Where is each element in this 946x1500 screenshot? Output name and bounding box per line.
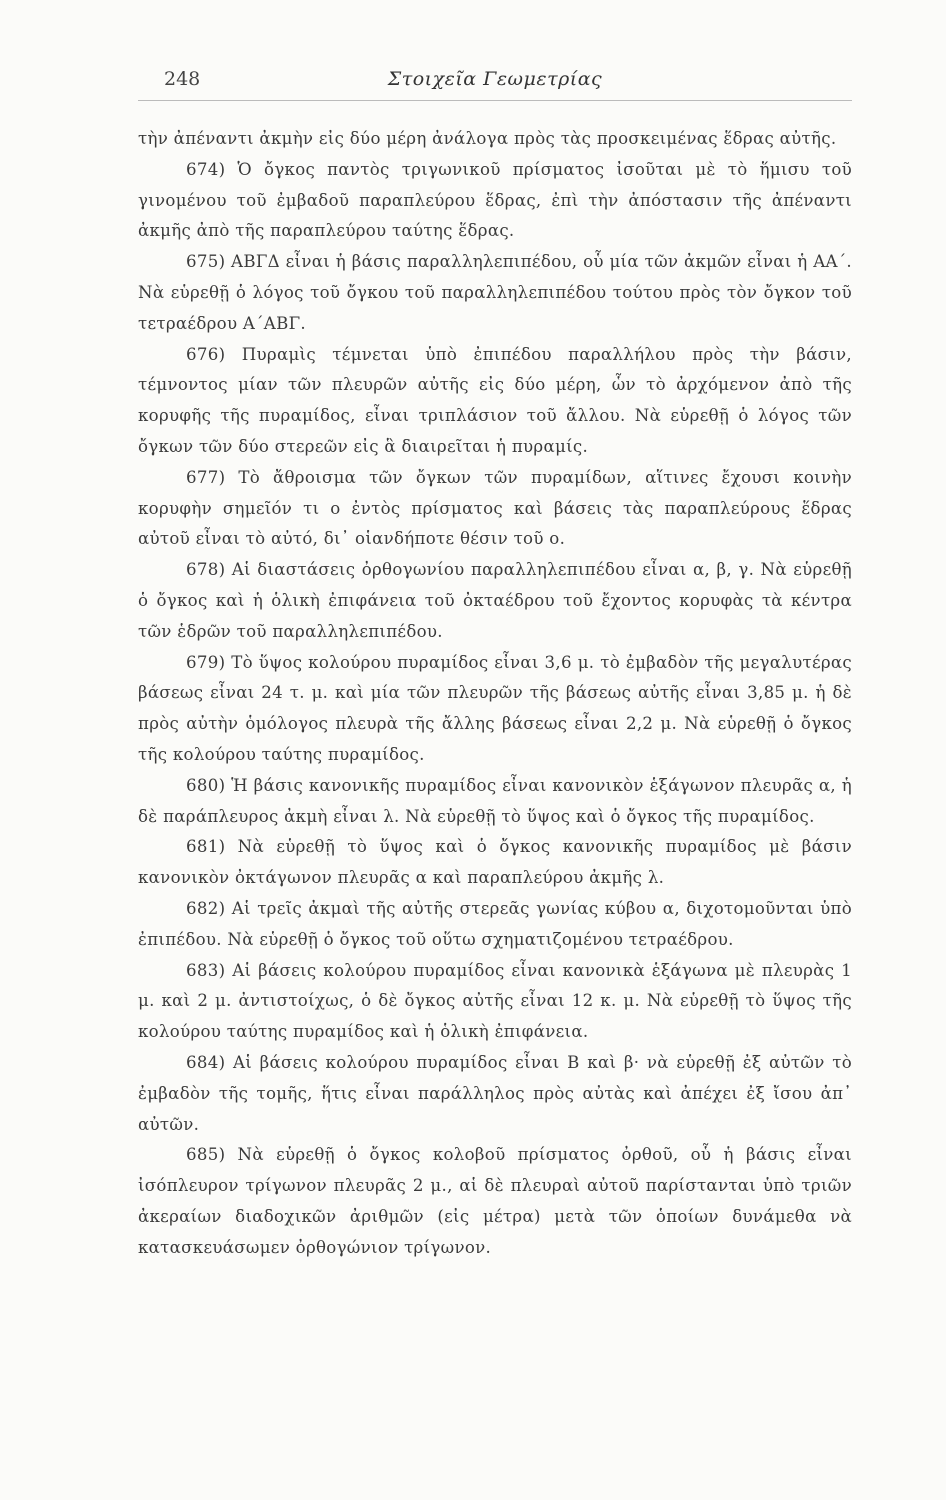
- exercise-684: 684) Αἱ βάσεις κολούρου πυραμίδος εἶναι Β καὶ β· νὰ εὑρεθῇ ἐξ αὐτῶν τὸ ἐμβαδὸν τῆς τομῆς, ἥτις εἶναι παράλληλος πρὸς αὐτὰς καὶ ἀπέχει ἐξ ἴσου ἀπ᾽ αὐτῶν.: [138, 1052, 852, 1134]
- exercise-680: 680) Ἡ βάσις κανονικῆς πυραμίδος εἶναι κανονικὸν ἑξάγωνον πλευρᾶς α, ἡ δὲ παράπλευρος ἀκμὴ εἶναι λ. Νὰ εὑρεθῇ τὸ ὕψος καὶ ὁ ὄγκος τῆς πυραμίδος.: [138, 775, 852, 826]
- page-number: 248: [164, 68, 201, 90]
- exercise-679: 679) Τὸ ὕψος κολούρου πυραμίδος εἶναι 3,6 μ. τὸ ἐμβαδὸν τῆς μεγαλυτέρας βάσεως εἶναι 24 τ. μ. καὶ μία τῶν πλευρῶν τῆς βάσεως αὐτῆς εἶναι 3,85 μ. ἡ δὲ πρὸς αὐτὴν ὁμόλογος πλευρὰ τῆς ἄλλης βάσεως εἶναι 2,2 μ. Νὰ εὑρεθῇ ὁ ὄγκος τῆς κολούρου ταύτης πυραμίδος.: [138, 652, 852, 764]
- exercise-682: 682) Αἱ τρεῖς ἀκμαὶ τῆς αὐτῆς στερεᾶς γωνίας κύβου α, διχοτομοῦνται ὑπὸ ἐπιπέδου. Νὰ εὑρεθῇ ὁ ὄγκος τοῦ οὕτω σχηματιζομένου τετραέδρου.: [138, 898, 852, 949]
- exercise-675: 675) ΑΒΓΔ εἶναι ἡ βάσις παραλληλεπιπέδου, οὗ μία τῶν ἀκμῶν εἶναι ἡ ΑΑ΄. Νὰ εὑρεθῇ ὁ λόγος τοῦ ὄγκου τοῦ παραλληλεπιπέδου τούτου πρὸς τὸν ὄγκον τοῦ τετραέδρου Α΄ΑΒΓ.: [138, 252, 852, 333]
- header-rule: [138, 100, 852, 101]
- exercise-685: 685) Νὰ εὑρεθῇ ὁ ὄγκος κολοβοῦ πρίσματος ὀρθοῦ, οὗ ἡ βάσις εἶναι ἰσόπλευρον τρίγωνον πλευρᾶς 2 μ., αἱ δὲ πλευραὶ αὐτοῦ παρίστανται ὑπὸ τριῶν ἀκεραίων διαδοχικῶν ἀριθμῶν (εἰς μέτρα) μετὰ τῶν ὁποίων δυνάμεθα νὰ κατασκευάσωμεν ὀρθογώνιον τρίγωνον.: [138, 1145, 852, 1257]
- exercise-678: 678) Αἱ διαστάσεις ὀρθογωνίου παραλληλεπιπέδου εἶναι α, β, γ. Νὰ εὑρεθῇ ὁ ὄγκος καὶ ἡ ὁλικὴ ἐπιφάνεια τοῦ ὀκταέδρου τοῦ ἔχοντος κορυφὰς τὰ κέντρα τῶν ἑδρῶν τοῦ παραλληλεπιπέδου.: [138, 560, 852, 641]
- paragraph-continuation: τὴν ἀπέναντι ἀκμὴν εἰς δύο μέρη ἀνάλογα πρὸς τὰς προσκειμένας ἕδρας αὐτῆς.: [138, 129, 837, 148]
- exercise-681: 681) Νὰ εὑρεθῇ τὸ ὕψος καὶ ὁ ὄγκος κανονικῆς πυραμίδος μὲ βάσιν κανονικὸν ὀκτάγωνον πλευρᾶς α καὶ παραπλεύρου ἀκμῆς λ.: [138, 837, 852, 888]
- page-header: [138, 58, 852, 98]
- exercise-677: 677) Τὸ ἄθροισμα τῶν ὄγκων τῶν πυραμίδων, αἵτινες ἔχουσι κοινὴν κορυφὴν σημεῖόν τι ο ἐντὸς πρίσματος καὶ βάσεις τὰς παραπλεύρους ἕδρας αὐτοῦ εἶναι τὸ αὐτό, δι᾽ οἱανδήποτε θέσιν τοῦ ο.: [138, 467, 852, 549]
- exercise-683: 683) Αἱ βάσεις κολούρου πυραμίδος εἶναι κανονικὰ ἑξάγωνα μὲ πλευρὰς 1 μ. καὶ 2 μ. ἀντιστοίχως, ὁ δὲ ὄγκος αὐτῆς εἶναι 12 κ. μ. Νὰ εὑρεθῇ τὸ ὕψος τῆς κολούρου ταύτης πυραμίδος καὶ ἡ ὁλικὴ ἐπιφάνεια.: [138, 960, 852, 1042]
- running-title: Στοιχεῖα Γεωμετρίας: [387, 68, 603, 90]
- exercise-676: 676) Πυραμὶς τέμνεται ὑπὸ ἐπιπέδου παραλλήλου πρὸς τὴν βάσιν, τέμνοντος μίαν τῶν πλευρῶν αὐτῆς εἰς δύο μέρη, ὧν τὸ ἀρχόμενον ἀπὸ τῆς κορυφῆς τῆς πυραμίδος, εἶναι τριπλάσιον τοῦ ἄλλου. Νὰ εὑρεθῇ ὁ λόγος τῶν ὄγκων τῶν δύο στερεῶν εἰς ἃ διαιρεῖται ἡ πυραμίς.: [138, 344, 852, 456]
- page-body: [138, 124, 852, 1263]
- exercise-674: 674) Ὁ ὄγκος παντὸς τριγωνικοῦ πρίσματος ἰσοῦται μὲ τὸ ἥμισυ τοῦ γινομένου τοῦ ἐμβαδοῦ παραπλεύρου ἕδρας, ἐπὶ τὴν ἀπόστασιν τῆς ἀπέναντι ἀκμῆς ἀπὸ τῆς παραπλεύρου ταύτης ἕδρας.: [138, 159, 852, 241]
